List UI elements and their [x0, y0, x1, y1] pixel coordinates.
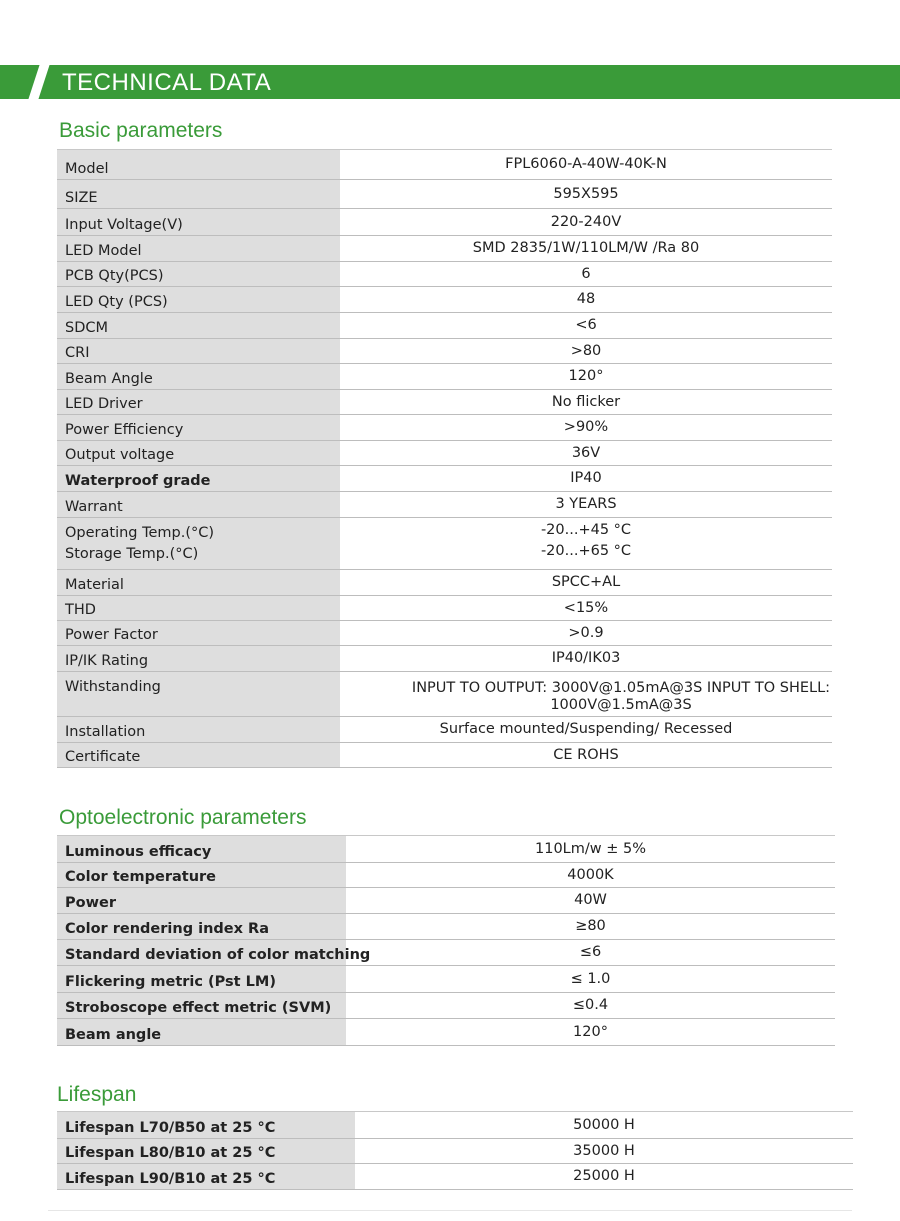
row-label: SDCM — [65, 320, 109, 336]
table-row — [57, 743, 832, 768]
optoelectronic-parameters-table — [57, 835, 835, 1046]
row-label: LED Qty (PCS) — [65, 294, 168, 310]
table-row — [57, 993, 835, 1019]
row-value: ≤ 1.0 — [570, 970, 611, 987]
row-value: 36V — [571, 444, 601, 461]
table-row — [57, 836, 835, 863]
table-row — [57, 262, 832, 287]
row-label: Output voltage — [65, 447, 175, 463]
table-row — [57, 717, 832, 743]
row-label: Material — [65, 577, 124, 593]
table-row — [57, 1112, 853, 1139]
row-value: IP40/IK03 — [551, 650, 621, 666]
row-label: PCB Qty(PCS) — [65, 268, 164, 284]
row-label: CRI — [65, 345, 90, 361]
row-label: LED Model — [65, 243, 142, 259]
table-row — [57, 863, 835, 888]
table-row — [57, 518, 832, 543]
row-value: >0.9 — [568, 624, 604, 641]
table-row — [57, 150, 832, 180]
row-value: -20...+65 °C — [540, 543, 632, 559]
row-value: ≥80 — [575, 918, 606, 934]
row-value: 595X595 — [553, 185, 619, 202]
table-row — [57, 888, 835, 914]
row-label: Power — [65, 895, 116, 911]
table-row — [57, 1164, 853, 1190]
footer-divider — [48, 1210, 852, 1211]
row-value: FPL6060-A-40W-40K-N — [505, 156, 667, 172]
table-row — [57, 621, 832, 646]
row-label: Model — [65, 161, 109, 177]
row-label: Power Factor — [65, 627, 158, 643]
row-value: Surface mounted/Suspending/ Recessed — [439, 721, 733, 737]
row-value: 120° — [573, 1023, 608, 1040]
row-label: Standard deviation of color matching — [65, 947, 371, 963]
row-value: No flicker — [551, 393, 621, 410]
banner-slash-decoration — [28, 65, 49, 99]
lifespan-table — [57, 1111, 853, 1190]
row-value: >80 — [570, 342, 602, 359]
row-value: SMD 2835/1W/110LM/W /Ra 80 — [472, 240, 700, 256]
row-label: Installation — [65, 724, 146, 740]
row-value: <15% — [563, 599, 609, 616]
row-label: Operating Temp.(°C) — [65, 525, 215, 541]
row-label: Beam angle — [65, 1027, 162, 1043]
row-label: LED Driver — [65, 396, 143, 412]
row-value: <6 — [575, 317, 597, 333]
table-row — [57, 313, 832, 339]
row-value: 25000 H — [573, 1168, 635, 1184]
row-value: 3 YEARS — [555, 496, 617, 512]
row-label: THD — [65, 602, 96, 618]
row-label: Lifespan L70/B50 at 25 °C — [65, 1120, 276, 1136]
basic-parameters-title: Basic parameters — [59, 119, 223, 142]
table-row — [57, 672, 832, 717]
row-value: 220-240V — [550, 213, 622, 230]
row-value: 40W — [574, 892, 607, 908]
table-row — [57, 914, 835, 940]
row-label: Input Voltage(V) — [65, 217, 183, 233]
row-label: Color temperature — [65, 869, 216, 885]
table-row — [57, 492, 832, 518]
row-label: Certificate — [65, 749, 141, 765]
row-value: 110Lm/w ± 5% — [535, 840, 646, 857]
table-row — [57, 466, 832, 492]
table-row — [57, 596, 832, 621]
row-label: Luminous efficacy — [65, 844, 212, 860]
table-row — [57, 646, 832, 672]
row-value: 48 — [576, 291, 596, 307]
row-label: Color rendering index Ra — [65, 921, 269, 937]
row-label: Warrant — [65, 499, 123, 515]
table-row — [57, 287, 832, 313]
row-value: INPUT TO OUTPUT: 3000V@1.05mA@3S INPUT TO SHELL: 1000V@1.5mA@3S — [411, 680, 831, 713]
row-value: ≤0.4 — [572, 997, 609, 1013]
lifespan-title: Lifespan — [57, 1083, 137, 1106]
row-label: Flickering metric (Pst LM) — [65, 974, 276, 990]
table-row — [57, 966, 835, 993]
row-value: 50000 H — [573, 1116, 635, 1133]
table-row — [57, 1019, 835, 1046]
table-row — [57, 390, 832, 415]
row-value: ≤6 — [579, 944, 602, 960]
row-value: 120° — [568, 368, 604, 384]
row-value: IP40 — [570, 470, 602, 486]
row-value: 4000K — [567, 866, 614, 883]
table-row — [57, 339, 832, 364]
row-value: >90% — [563, 419, 609, 435]
page-title: TECHNICAL DATA — [62, 69, 272, 96]
row-label: Storage Temp.(°C) — [65, 546, 199, 562]
table-row — [57, 364, 832, 390]
row-value: 35000 H — [573, 1142, 635, 1159]
table-row — [57, 940, 835, 966]
row-value: 6 — [581, 265, 591, 282]
row-label: IP/IK Rating — [65, 653, 149, 669]
header-banner — [0, 65, 900, 99]
row-label: Stroboscope effect metric (SVM) — [65, 1000, 332, 1016]
table-row — [57, 236, 832, 262]
row-label: Lifespan L90/B10 at 25 °C — [65, 1171, 276, 1187]
row-value: CE ROHS — [553, 746, 619, 763]
table-row — [57, 543, 832, 570]
table-row — [57, 209, 832, 236]
basic-parameters-table — [57, 149, 832, 768]
row-label: Lifespan L80/B10 at 25 °C — [65, 1145, 276, 1161]
row-label: Power Efficiency — [65, 422, 184, 438]
table-row — [57, 570, 832, 596]
table-row — [57, 415, 832, 441]
row-label: Beam Angle — [65, 371, 153, 387]
row-value: -20...+45 °C — [540, 522, 632, 538]
row-label: Withstanding — [65, 679, 161, 695]
table-row — [57, 180, 832, 209]
row-label: SIZE — [65, 190, 98, 206]
table-row — [57, 441, 832, 466]
table-row — [57, 1139, 853, 1164]
row-value: SPCC+AL — [551, 574, 621, 590]
optoelectronic-parameters-title: Optoelectronic parameters — [59, 806, 307, 829]
row-label: Waterproof grade — [65, 473, 211, 489]
